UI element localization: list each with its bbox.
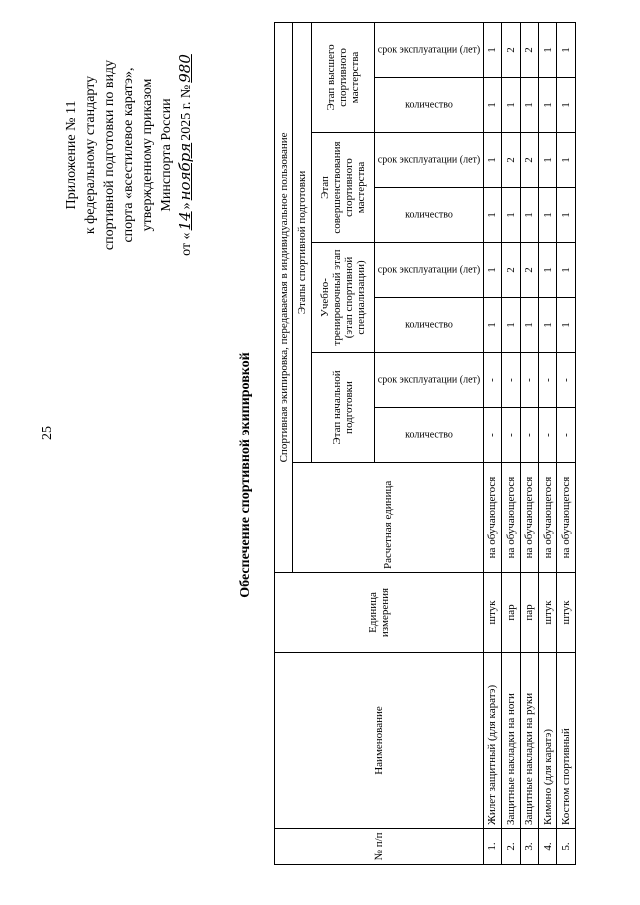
header-stages-group: Этапы спортивной подготовки (293, 22, 311, 462)
row-value: 1 (520, 188, 538, 243)
header-stage: Этап высшего спортивного мастерства (311, 22, 374, 132)
appendix-line: утвержденному приказом (140, 78, 155, 232)
row-value: 2 (502, 133, 520, 188)
subheader-term-label: срок эксплуатации (лет) (377, 264, 480, 276)
row-value: - (520, 353, 538, 408)
row-value: 1 (483, 22, 501, 77)
header-stage: Этап начальной подготовки (311, 353, 374, 463)
row-value: 1 (557, 188, 576, 243)
appendix-block (62, 15, 196, 295)
row-unit: пар (520, 573, 538, 653)
row-value: 1 (539, 78, 557, 133)
subheader-term-label: срок эксплуатации (лет) (377, 374, 480, 386)
row-value: 1 (539, 243, 557, 298)
subheader-term (374, 22, 483, 77)
row-unit: штук (539, 573, 557, 653)
row-name: Защитные накладки на ноги (502, 653, 520, 829)
header-stage: Этап совершенствования спортивного мастерства (311, 133, 374, 243)
equipment-table (274, 22, 576, 865)
subheader-qty-label: количество (404, 319, 453, 331)
header-group: Спортивная экипировка, передаваемая в индивидуальное пользование (275, 22, 293, 572)
appendix-line: Минспорта России (159, 98, 174, 212)
row-value: 1 (557, 298, 576, 353)
row-calc: на обучающегося (520, 463, 538, 573)
row-name: Кимоно (для каратэ) (539, 653, 557, 829)
order-number: 980 (176, 54, 194, 83)
row-value: 1 (483, 298, 501, 353)
row-calc: на обучающегося (539, 463, 557, 573)
row-name: Защитные накладки на руки (520, 653, 538, 829)
row-value: - (539, 408, 557, 463)
page-number: 25 (40, 426, 55, 440)
row-unit: штук (483, 573, 501, 653)
subheader-qty (374, 408, 483, 463)
row-num: 2. (502, 829, 520, 865)
row-num: 5. (557, 829, 576, 865)
header-calc: Расчетная единица (293, 463, 483, 573)
row-value: 1 (502, 188, 520, 243)
subheader-qty-label: количество (404, 99, 453, 111)
row-value: - (520, 408, 538, 463)
row-value: 2 (520, 22, 538, 77)
row-value: 1 (502, 298, 520, 353)
table-row (539, 22, 557, 864)
table-row (483, 22, 501, 864)
table-row (520, 22, 538, 864)
row-calc: на обучающегося (483, 463, 501, 573)
row-num: 4. (539, 829, 557, 865)
row-value: 1 (483, 188, 501, 243)
row-value: 1 (520, 78, 538, 133)
subheader-qty (374, 298, 483, 353)
row-value: 1 (557, 243, 576, 298)
subheader-term (374, 133, 483, 188)
row-value: 1 (483, 133, 501, 188)
date-month: ноября (176, 142, 194, 201)
appendix-line: к федеральному стандарту (83, 75, 98, 235)
row-value: 1 (539, 133, 557, 188)
row-value: - (502, 408, 520, 463)
row-value: - (539, 353, 557, 408)
row-value: 1 (557, 133, 576, 188)
row-value: 2 (502, 22, 520, 77)
subheader-qty (374, 188, 483, 243)
row-value: 1 (483, 243, 501, 298)
row-value: 1 (539, 22, 557, 77)
row-unit: пар (502, 573, 520, 653)
subheader-term (374, 243, 483, 298)
appendix-line: спортивной подготовки по виду (102, 59, 117, 251)
row-value: 1 (483, 78, 501, 133)
subheader-term-label: срок эксплуатации (лет) (377, 154, 480, 166)
subheader-term-label: срок эксплуатации (лет) (377, 44, 480, 56)
row-value: 2 (520, 133, 538, 188)
date-day: 14 (176, 211, 194, 231)
subheader-qty (374, 78, 483, 133)
header-stage: Учебно-тренировочный этап (этап спортивной специализации) (311, 243, 374, 353)
row-unit: штук (557, 573, 576, 653)
row-calc: на обучающегося (557, 463, 576, 573)
row-value: 1 (520, 298, 538, 353)
date-prefix: от « (179, 232, 194, 256)
date-mid: » (179, 202, 194, 210)
row-name: Костюм спортивный (557, 653, 576, 829)
row-value: - (483, 408, 501, 463)
row-value: 2 (502, 243, 520, 298)
row-value: 1 (539, 188, 557, 243)
row-value: - (502, 353, 520, 408)
table-row (502, 22, 520, 864)
row-value: - (557, 353, 576, 408)
row-num: 1. (483, 829, 501, 865)
appendix-line: Приложение № 11 (64, 100, 79, 210)
appendix-line: спорта «всестилевое каратэ», (121, 67, 136, 243)
row-value: 1 (502, 78, 520, 133)
row-value: 1 (557, 78, 576, 133)
subheader-term (374, 353, 483, 408)
row-name: Жилет защитный (для каратэ) (483, 653, 501, 829)
date-year: 2025 г. № (179, 84, 194, 141)
table-row (557, 22, 576, 864)
row-value: 1 (557, 22, 576, 77)
row-calc: на обучающегося (502, 463, 520, 573)
order-date-line (176, 15, 196, 295)
row-value: - (557, 408, 576, 463)
document-title: Обеспечение спортивной экипировкой (238, 352, 253, 598)
subheader-qty-label: количество (404, 429, 453, 441)
header-num: № п/п (275, 829, 484, 865)
subheader-qty-label: количество (404, 209, 453, 221)
row-value: 2 (520, 243, 538, 298)
header-unit: Единица измерения (275, 573, 484, 653)
row-value: 1 (539, 298, 557, 353)
header-name: Наименование (275, 653, 484, 829)
row-num: 3. (520, 829, 538, 865)
row-value: - (483, 353, 501, 408)
